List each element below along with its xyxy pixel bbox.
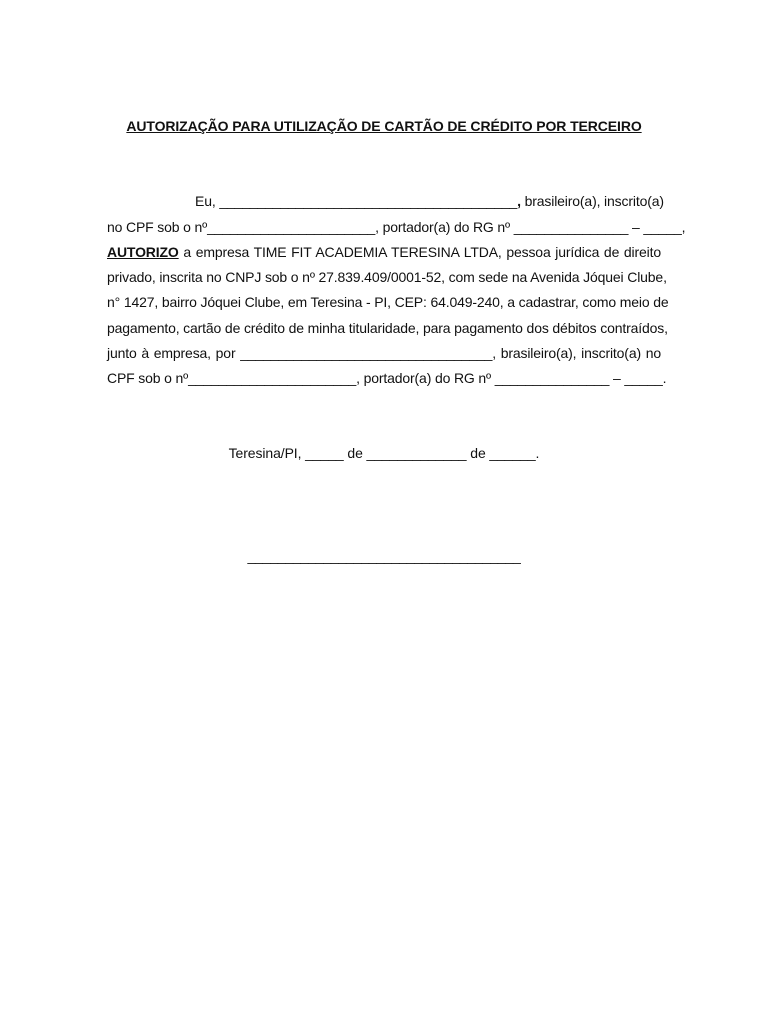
body-line-3-rest: a empresa TIME FIT ACADEMIA TERESINA LTDA, pessoa jurídica de direito [178, 244, 661, 260]
document-title: AUTORIZAÇÃO PARA UTILIZAÇÃO DE CARTÃO DE CRÉDITO POR TERCEIRO [126, 118, 642, 134]
body-line-2: no CPF sob o nº______________________, portador(a) do RG nº _______________ – _____, [107, 219, 686, 235]
body-line-1-end: brasileiro(a), inscrito(a) [520, 193, 664, 209]
autorizo-keyword: AUTORIZO [107, 244, 179, 260]
body-line-5: n° 1427, bairro Jóquei Clube, em Teresina - PI, CEP: 64.049-240, a cadastrar, como meio de [107, 294, 669, 310]
body-line-1-start: Eu, [195, 193, 220, 209]
name-blank-comma: , [517, 193, 521, 209]
body-line-8: CPF sob o nº______________________, portador(a) do RG nº _______________ – _____. [107, 370, 667, 386]
body-line-4: privado, inscrita no CNPJ sob o nº 27.839.409/0001-52, com sede na Avenida Jóquei Clube, [107, 269, 667, 285]
name-blank: _______________________________________ [219, 193, 518, 209]
body-line-6: pagamento, cartão de crédito de minha titularidade, para pagamento dos débitos contraídos, [107, 320, 668, 336]
body-line-3 [107, 244, 661, 260]
body-line-1 [107, 193, 664, 209]
place-date-line: Teresina/PI, _____ de _____________ de ______. [228, 445, 540, 461]
body-line-7: junto à empresa, por _________________________________, brasileiro(a), inscrito(a) no [107, 345, 661, 361]
signature-line: ____________________________________ [247, 548, 521, 564]
